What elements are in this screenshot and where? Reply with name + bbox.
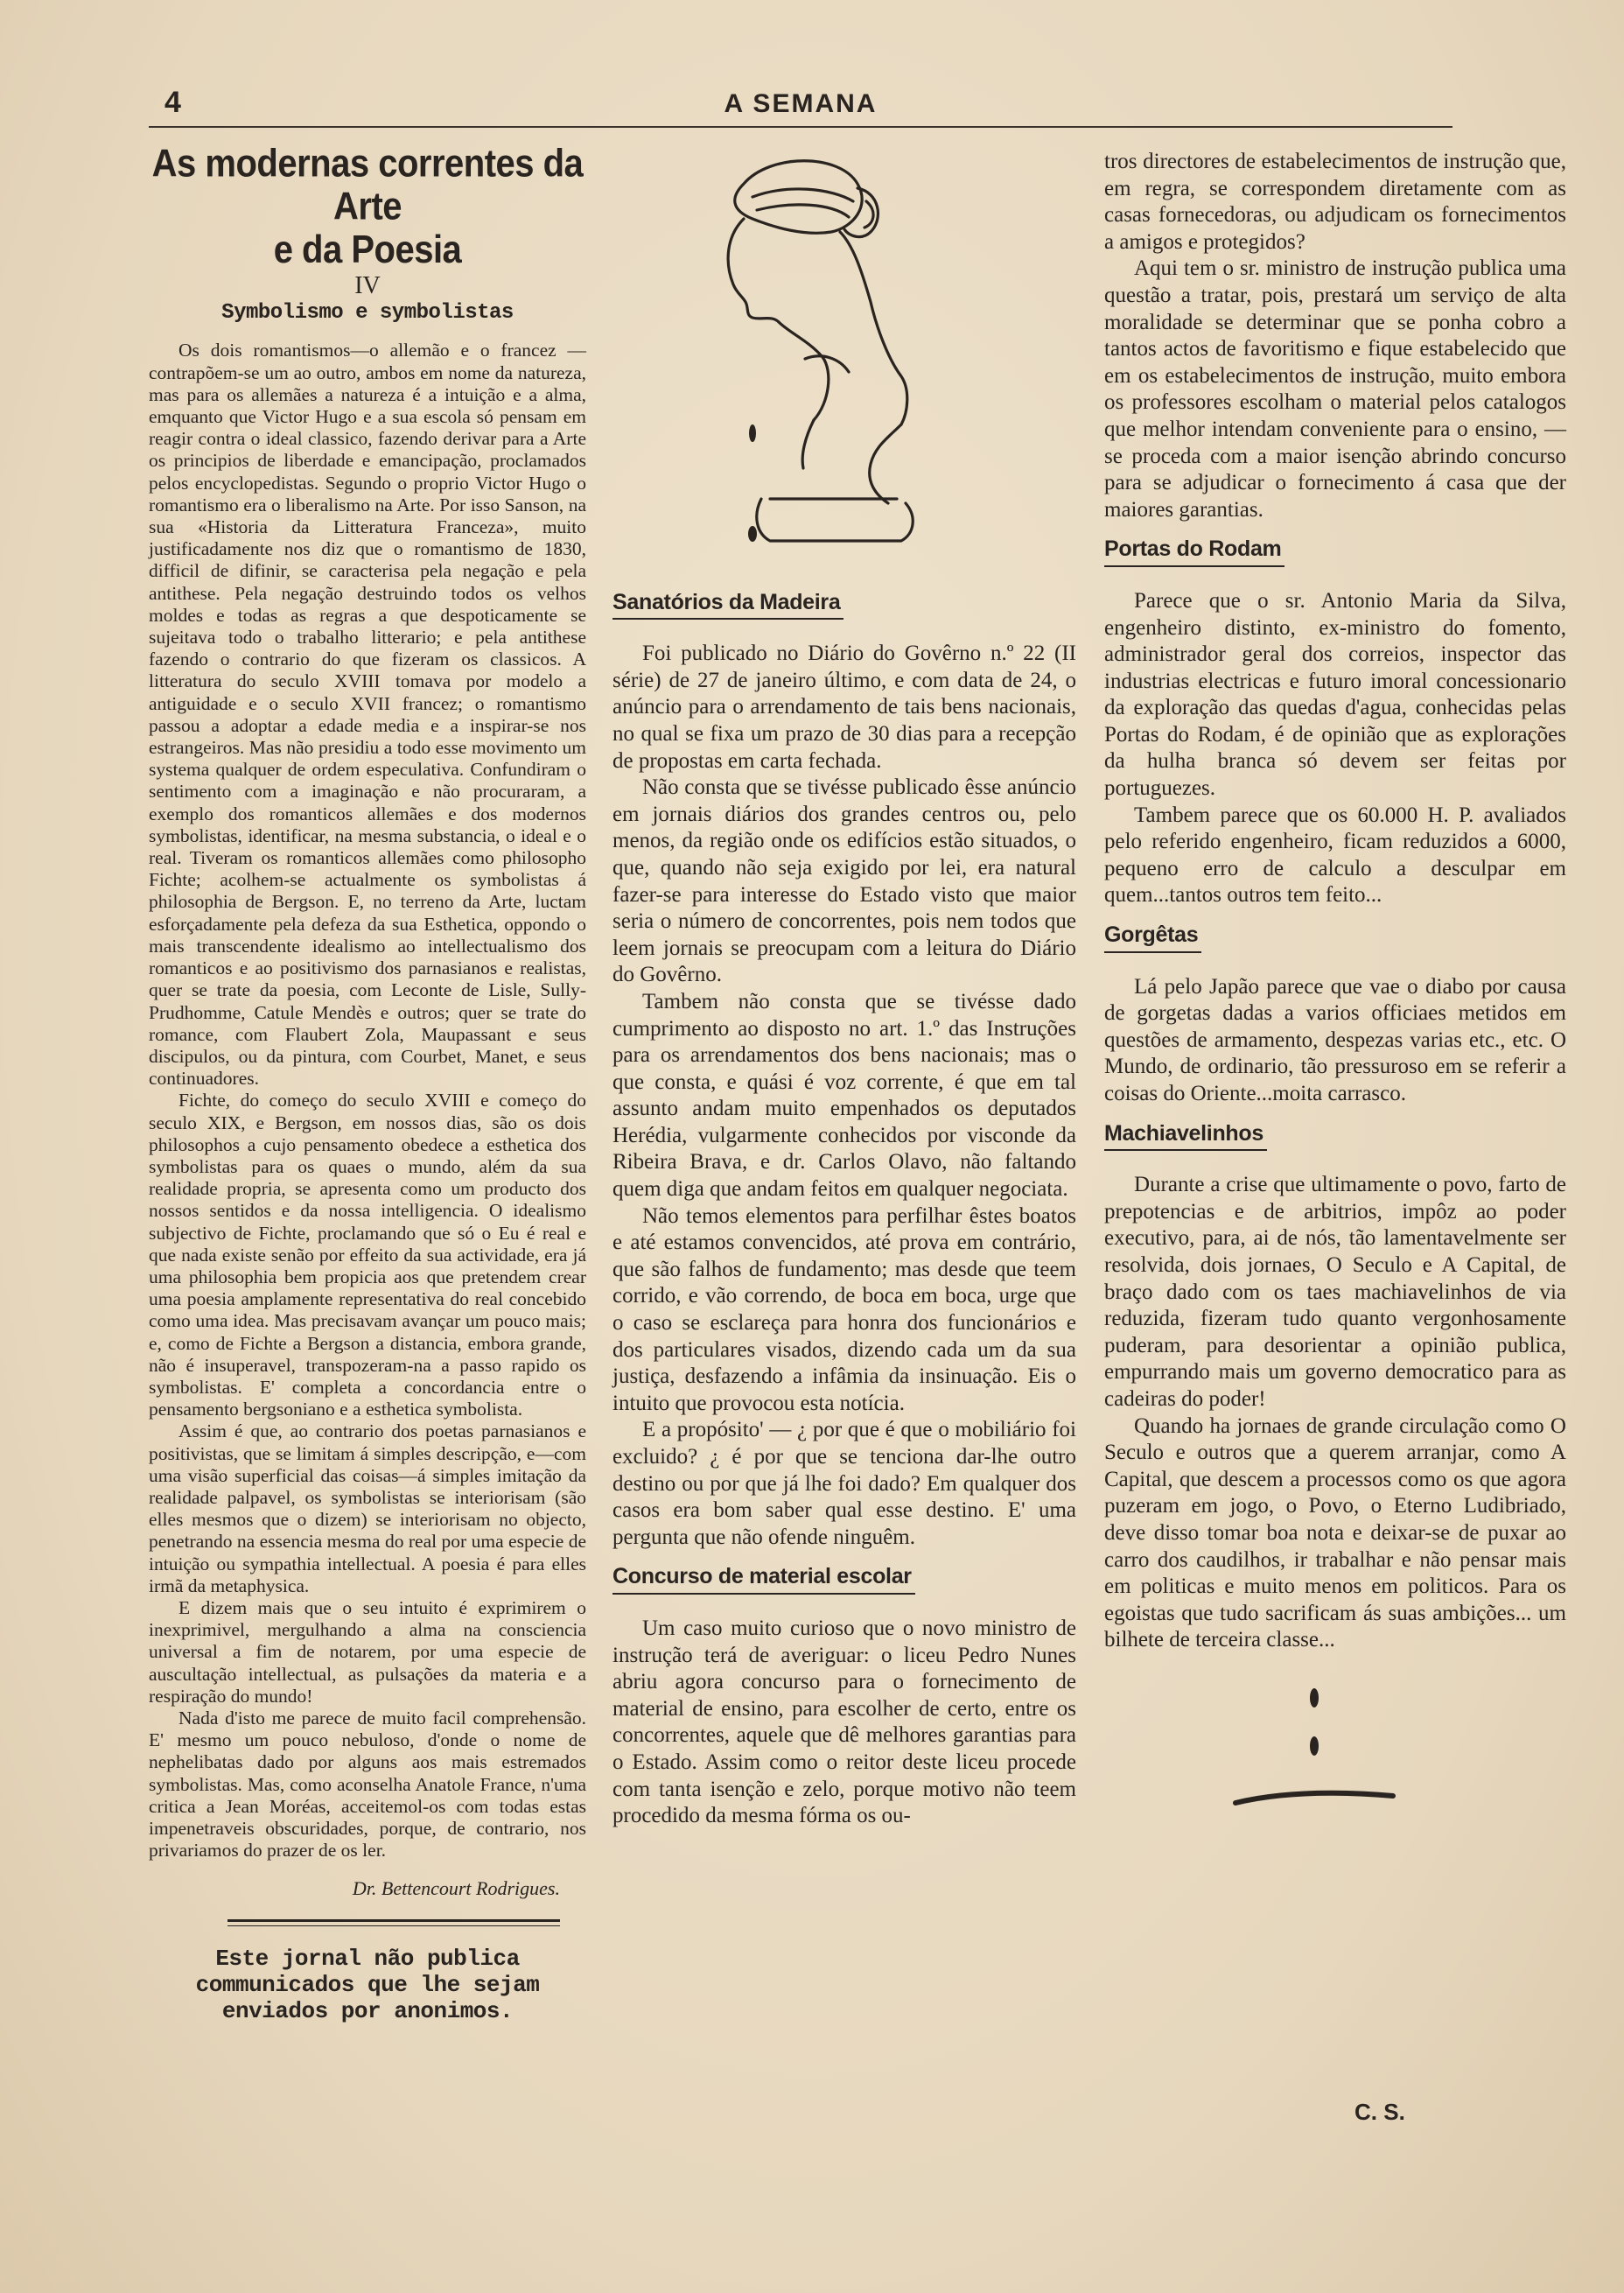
bust-drawing-icon — [691, 149, 954, 560]
newspaper-title: A SEMANA — [724, 89, 878, 118]
article-title-line-1: As modernas correntes da Arte — [151, 142, 584, 228]
section-title: Machiavelinhos — [1104, 1120, 1267, 1152]
paragraph: Parece que o sr. Antonio Maria da Silva, engenheiro distinto, ex-ministro do fomento, administrador geral dos correios, inspector das industrias electricas e futuro imoral concessionario da exploração das quedas d'agua, conhecidas pelas Portas do Rodam, é de opinião que as explorações da hulha branca só devem ser feitas por portuguezes. — [1104, 588, 1566, 801]
paragraph: Não consta que se tivésse publicado êsse anúncio em jornais diários dos grandes centros ou, pelo menos, da região onde os edifícios estão situados, o que, quando não seja exigido por lei, era natural fazer-se para interesse do Estado visto que maior seria o número de concorrentes, pois nem todos que leem jornais se preocupam com a leitura do Diário do Govêrno. — [612, 775, 1076, 987]
page-header — [149, 81, 1452, 128]
article-subtitle: Symbolismo e symbolistas — [221, 301, 514, 326]
paragraph: E dizem mais que o seu intuito é exprimirem o inexprimivel, mergulhando a alma na consciencia universal a fim de notarem, por uma especie de auscultação intellectual, as pulsações da materia e a respiração do mundo! — [149, 1596, 586, 1707]
paragraph: Quando ha jornaes de grande circulação como O Seculo e outros que a querem arranjar, como A Capital, que descem a processos como os que agora puzeram em jogo, o Povo, o Eterno Ludibriado, deve disso tomar boa nota e deixar-se de puxar ao carro dos caudilhos, ir trabalhar e não pensar mais em politicas e muito menos em politicos. Para os egoistas que tudo sacrificam ás suas ambições... um bilhete de terceira classe... — [1104, 1413, 1566, 1652]
paragraph: Aqui tem o sr. ministro de instrução publica uma questão a tratar, pois, prestará um serviço de alta moralidade se determinar que se ponha cobro a tantos actos de favoritismo e fique estabelecido que em os estabelecimentos de instrução, muito embora os professores escolham o material pelos catalogos que melhor intendam conveniente para o ensino, — se proceda com a maior isenção abrindo concurso para se adjudicar o fornecimento á casa que der maiores garantias. — [1104, 256, 1566, 522]
author-initials: C. S. — [1354, 2099, 1405, 2125]
section-title: Gorgêtas — [1104, 922, 1201, 953]
section-title: Concurso de material escolar — [612, 1563, 915, 1595]
column-right — [1104, 149, 1566, 1812]
paragraph: Tambem não consta que se tivésse dado cumprimento ao disposto no art. 1.º das Instruções para os arrendamentos dos bens nacionais; mas o que consta, e quási é voz corrente, é que em tal assunto andam muito empenhados os deputados Herédia, vulgarmente conhecidos por visconde da Ribeira Brava, e dr. Carlos Olavo, não faltando quem diga que andam feitos em qualquer negociata. — [612, 989, 1076, 1202]
paragraph: Os dois romantismos—o allemão e o francez —contrapõem-se um ao outro, ambos em nome da natureza, mas para os allemães a natureza é a intuição e a alma, emquanto que Victor Hugo e a sua escola só pensam em reagir contra o ideal classico, fazendo derivar para a Arte os principios de liberdade e emancipação, proclamados pelos encyclopedistas. Segundo o proprio Victor Hugo o romantismo era o liberalismo na Arte. Por isso Sanson, na sua «Historia da Litteratura Franceza», muito justificadamente nos diz que o romantismo de 1830, difficil de difinir, se caracterisa pela negação e pela antithese. Pela negação destruindo todos os velhos moldes e todas as regras a que despoticamente se sujeitava todo o trabalho litterario; e pela antithese fazendo o contrario do que fizeram os classicos. A litteratura do seculo XVIII tomava por modelo a antiguidade e o seculo XVII francez; o romantismo passou a adoptar a edade media e a inspirar-se nos estrangeiros. Mas não presidiu a todo esse movimento um systema qualquer de ordem especulativa. Confundiram o sentimento com a imaginação e não procuraram, a exemplo dos romanticos allemães e dos modernos symbolistas, identificar, na mesma substancia, o ideal e o real. Tiveram os romanticos allemães como philosopho Fichte; acolhem-se actualmente os symbolistas á philosophia de Bergson. E, no terreno da Arte, luctam esforçadamente pela defeza da sua Esthetica, oppondo o mais transcendente idealismo ao intellectualismo dos romanticos e ao positivismo dos parnasianos e realistas, quer se trate da poesia, com Leconte de Lisle, Sully-Prudhomme, Catule Mendès e outros; quer se trate do romance, com Flaubert Zola, Maupassant e seus discipulos, ou da pintura, com Courbet, Manet, e seus continuadores. — [149, 340, 586, 1090]
page-number: 4 — [164, 86, 181, 119]
paragraph: E a propósito' — ¿ por que é que o mobiliário foi excluido? ¿ é por que se tenciona dar-lhe outro destino ou por que já lhe foi dado? Em qualquer dos casos era bom saber qual esse destino. E' uma pergunta que não ofende ninguêm. — [612, 1418, 1076, 1549]
paragraph: Foi publicado no Diário do Govêrno n.º 22 (II série) de 27 de janeiro último, e com data de 24, o anúncio para o arrendamento de tais bens nacionais, no qual se fixa um prazo de 30 dias para a recepção de propostas em carta fechada. — [612, 642, 1076, 773]
editorial-notice: Este jornal não publica communicados que lhe sejam enviados por anonimos. — [195, 1945, 540, 2024]
paragraph: Lá pelo Japão parece que vae o diabo por causa de gorgetas dadas a varios officiaes metidos em questões de armamento, despezas varias etc., etc. O Mundo, de ordinario, tão pressuroso em se referir a coisas do Oriente...moita carrasco. — [1104, 974, 1566, 1105]
article-part-number: IV — [354, 272, 381, 299]
author-signature: Dr. Bettencourt Rodrigues. — [352, 1877, 560, 1900]
column-left — [149, 142, 586, 2024]
article-title-line-2: e da Poesia — [273, 228, 462, 271]
paragraph: Durante a crise que ultimamente o povo, farto de prepotencias e de arbitrios, impôz ao poder executivo, para, ai de nós, tão lamentavelmente ser resolvida, dois jornaes, O Seculo e A Capital, de braço dado com os taes machiavelinhos de via reduzida, fizeram tudo quanto vergonhosamente puderam, para desorientar a opinião publica, empurrando mais um governo democratico para as cadeiras do poder! — [1104, 1173, 1566, 1411]
paragraph: Não temos elementos para perfilhar êstes boatos e até estamos convencidos, até prova em contrário, que são falhos de fundamento; mas desde que teem corrido, e vão correndo, de boca em boca, urge que o caso se esclareça para honra dos funcionários e dos particulares visados, dizendo cada um da sua justiça, desfazendo a infâmia da insinuação. Eis o intuito que provocou esta notícia. — [612, 1203, 1076, 1415]
article-title — [149, 142, 586, 271]
column-middle — [612, 149, 1076, 1830]
paragraph: Nada d'isto me parece de muito facil comprehensão. E' mesmo um pouco nebuloso, d'onde o nome de nephelibatas dado por alguns aos mais estremados symbolistas. Mas, como aconselha Anatole France, n'uma critica a Jean Moréas, acceitemol-os com todas estas impenetraveis obscuridades, porque, de contrario, nos privariamos do prazer de os ler. — [149, 1707, 586, 1862]
paragraph: Tambem parece que os 60.000 H. P. avaliados pelo referido engenheiro, ficam reduzidos a 6000, pequeno erro de calculo a desculpar em quem...tantos outros tem feito... — [1104, 803, 1566, 908]
section-title: Portas do Rodam — [1104, 536, 1284, 567]
paragraph: Um caso muito curioso que o novo ministro de instrução terá de averiguar: o liceu Pedro Nunes abriu agora concurso para o fornecimento de material de ensino, para escolher de certo, entre os concorrentes, aquele que dê melhores garantias para o Estado. Assim como o reitor deste liceu procede com tanta isenção e zelo, porque motivo não teem procedido da mesma fórma os ou- — [612, 1616, 1076, 1828]
paragraph: Fichte, do começo do seculo XVIII e começo do seculo XIX, e Bergson, em nossos dias, são os dois philosophos a cujo pensamento obedece a esthetica dos symbolistas para os quaes o mundo, além da sua realidade propria, se apresenta como um producto dos nossos sentidos e da nossa intelligencia. O idealismo subjectivo de Fichte, proclamando que só o Eu é real e que nada existe senão por effeito da sua actividade, era já uma philosophia bem propicia aos que pretendem crear uma poesia amplamente representativa do real concebido como uma idea. Mas precisavam avançar um pouco mais; e, como de Fichte a Bergson a distancia, embora grande, não é insuperavel, transpozeram-na a passo rapido os symbolistas. E' completa a concordancia entre o pensamento bergsoniano e a esthetica symbolista. — [149, 1090, 586, 1420]
paragraph: Assim é que, ao contrario dos poetas parnasianos e positivistas, que se limitam á simples descripção, e—com uma visão superficial das coisas—á simples imitação da realidade palpavel, os symbolistas se interiorisam (são elles mesmos que o dizem) se interiorisam no objecto, penetrando na essencia mesma do real por uma especie de intuição ou sympathia intellectual. A poesia é para elles irmã da metaphysica. — [149, 1420, 586, 1596]
end-ornament-icon — [1227, 1680, 1402, 1812]
paragraph: tros directores de estabelecimentos de instrução que, em regra, se correspondem diretamente com as casas fornecedoras, ou adjudicam os fornecimentos a amigos e protegidos? — [1104, 150, 1566, 254]
divider-rule — [228, 1919, 560, 1926]
section-title: Sanatórios da Madeira — [612, 589, 844, 621]
